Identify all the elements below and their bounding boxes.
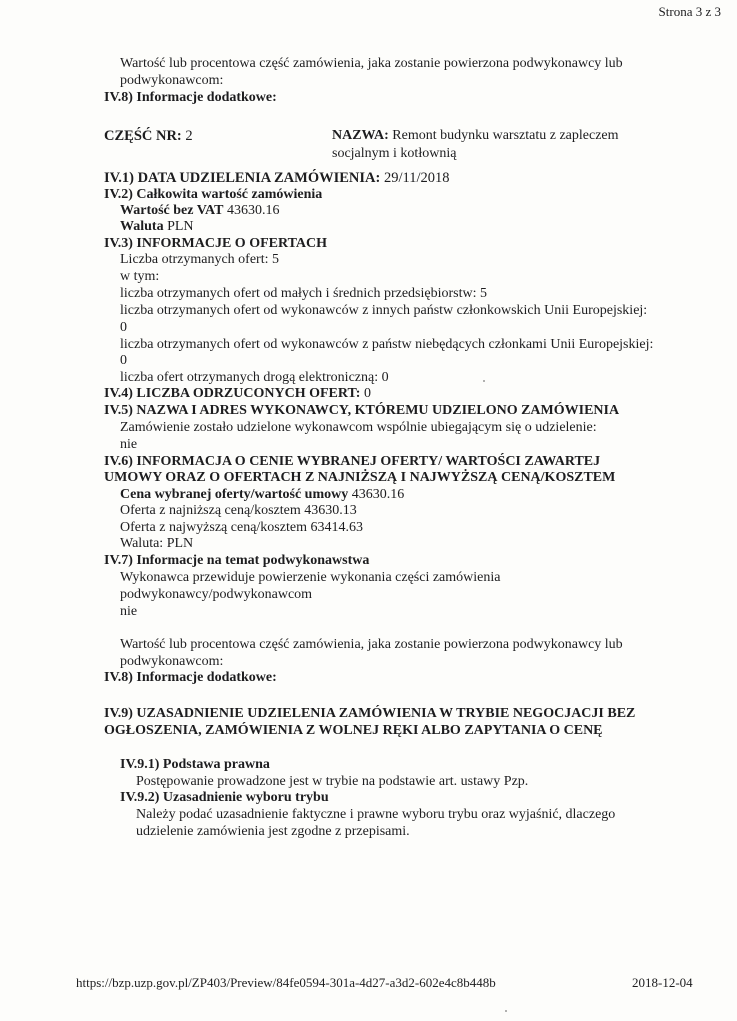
part-number-value: 2 bbox=[185, 128, 193, 144]
footer-url: https://bzp.uzp.gov.pl/ZP403/Preview/84fe0594-301a-4d27-a3d2-602e4c8b448b bbox=[76, 975, 496, 990]
offers-eu-other: liczba otrzymanych ofert od wykonawców z innych państw członkowskich Unii Europejskiej: bbox=[120, 303, 648, 318]
offers-non-eu-value: 0 bbox=[120, 353, 127, 368]
value-without-vat: Wartość bez VAT 43630.16 bbox=[120, 203, 280, 218]
part-name: NAZWA: Remont budynku warsztatu z zapleczem bbox=[332, 128, 619, 143]
part-name-cont: socjalnym i kotłownią bbox=[332, 146, 457, 161]
price-info-heading: IV.6) INFORMACJA O CENIE WYBRANEJ OFERTY/ WARTOŚCI ZAWARTEJ bbox=[104, 454, 601, 469]
subcontracting-text: Wykonawca przewiduje powierzenie wykonania części zamówienia bbox=[120, 570, 501, 585]
scan-speck bbox=[483, 380, 485, 382]
rejected-offers: IV.4) LICZBA ODRZUCONYCH OFERT: 0 bbox=[104, 386, 371, 401]
offers-sme: liczba otrzymanych ofert od małych i średnich przedsiębiorstw: 5 bbox=[120, 286, 487, 301]
offers-info-heading: IV.3) INFORMACJE O OFERTACH bbox=[104, 236, 327, 251]
selected-offer-price: Cena wybranej oferty/wartość umowy 43630.16 bbox=[120, 487, 405, 502]
subcontracting-text-cont: podwykonawcy/podwykonawcom bbox=[120, 587, 313, 602]
additional-info-heading: IV.8) Informacje dodatkowe: bbox=[104, 90, 277, 105]
lowest-offer: Oferta z najniższą ceną/kosztem 43630.13 bbox=[120, 503, 357, 518]
joint-award-value: nie bbox=[120, 437, 138, 452]
justification-heading: IV.9) UZASADNIENIE UDZIELENIA ZAMÓWIENIA W TRYBIE NEGOCJACJI BEZ bbox=[104, 706, 636, 721]
highest-offer: Oferta z najwyższą ceną/kosztem 63414.63 bbox=[120, 520, 363, 535]
mode-justification-text-cont: udzielenie zamówienia jest zgodne z przepisami. bbox=[136, 824, 410, 839]
legal-basis-text: Postępowanie prowadzone jest w trybie na podstawie art. ustawy Pzp. bbox=[136, 774, 529, 789]
page-number: Strona 3 z 3 bbox=[658, 4, 721, 19]
joint-award-text: Zamówienie zostało udzielone wykonawcom wspólnie ubiegającym się o udzielenie: bbox=[120, 420, 597, 435]
subcontract-share-text: Wartość lub procentowa część zamówienia, jaka zostanie powierzona podwykonawcy lub bbox=[120, 56, 623, 71]
subcontracting-value: nie bbox=[120, 604, 138, 619]
offers-eu-other-value: 0 bbox=[120, 320, 127, 335]
mode-justification-heading: IV.9.2) Uzasadnienie wyboru trybu bbox=[120, 790, 329, 805]
part-number-label: CZĘŚĆ NR: 2 bbox=[104, 128, 193, 144]
subcontract-share-text-2: Wartość lub procentowa część zamówienia, jaka zostanie powierzona podwykonawcy lub bbox=[120, 637, 623, 652]
contractor-heading: IV.5) NAZWA I ADRES WYKONAWCY, KTÓREMU UDZIELONO ZAMÓWIENIA bbox=[104, 403, 620, 418]
subcontracting-heading: IV.7) Informacje na temat podwykonawstwa bbox=[104, 553, 370, 568]
mode-justification-text: Należy podać uzasadnienie faktyczne i prawne wyboru trybu oraz wyjaśnić, dlaczego bbox=[136, 807, 616, 822]
subcontract-share-text-2-cont: podwykonawcom: bbox=[120, 654, 224, 669]
currency: Waluta PLN bbox=[120, 219, 194, 234]
scan-speck bbox=[505, 1010, 507, 1012]
additional-info-heading-2: IV.8) Informacje dodatkowe: bbox=[104, 670, 277, 685]
footer-date: 2018-12-04 bbox=[632, 975, 693, 990]
award-date: IV.1) DATA UDZIELENIA ZAMÓWIENIA: 29/11/2018 bbox=[104, 170, 450, 186]
price-info-heading-cont: UMOWY ORAZ O OFERTACH Z NAJNIŻSZĄ I NAJWYŻSZĄ CENĄ/KOSZTEM bbox=[104, 470, 616, 485]
subcontract-share-text-cont: podwykonawcom: bbox=[120, 73, 224, 88]
offers-electronic: liczba ofert otrzymanych drogą elektroniczną: 0 bbox=[120, 370, 389, 385]
justification-heading-cont: OGŁOSZENIA, ZAMÓWIENIA Z WOLNEJ RĘKI ALBO ZAPYTANIA O CENĘ bbox=[104, 723, 603, 738]
offers-including: w tym: bbox=[120, 269, 160, 284]
offers-non-eu: liczba otrzymanych ofert od wykonawców z państw niebędących członkami Unii Europejskiej: bbox=[120, 337, 654, 352]
legal-basis-heading: IV.9.1) Podstawa prawna bbox=[120, 757, 270, 772]
total-value-heading: IV.2) Całkowita wartość zamówienia bbox=[104, 187, 323, 202]
offers-received: Liczba otrzymanych ofert: 5 bbox=[120, 252, 279, 267]
price-currency: Waluta: PLN bbox=[120, 536, 194, 551]
